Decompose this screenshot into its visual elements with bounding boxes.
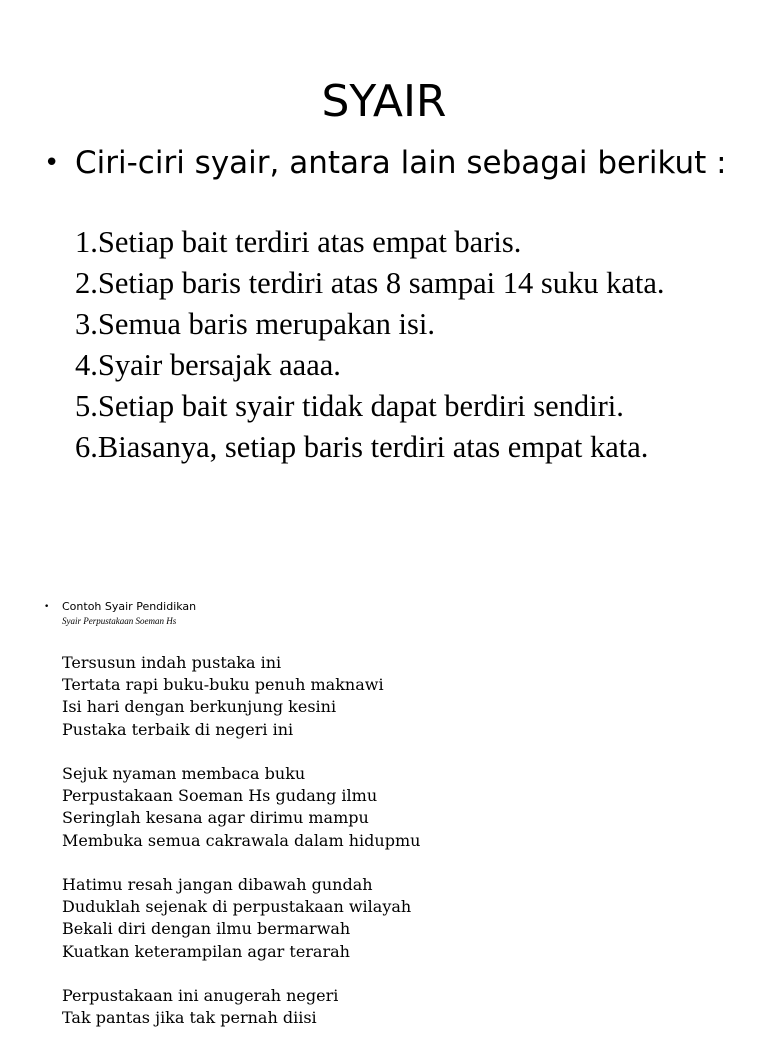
poem-line: Duduklah sejenak di perpustakaan wilayah	[62, 897, 412, 917]
criteria-intro: Ciri-ciri syair, antara lain sebagai berikut :	[75, 145, 727, 181]
poem-line: Hatimu resah jangan dibawah gundah	[62, 875, 373, 894]
bullet-icon: •	[44, 148, 60, 178]
poem-stanza	[62, 763, 722, 852]
poem-line: Kuatkan keterampilan agar terarah	[62, 941, 350, 961]
criteria-item: 6.Biasanya, setiap baris terdiri atas empat kata.	[75, 430, 649, 464]
poem-stanza	[62, 874, 722, 963]
slide-title: SYAIR	[321, 76, 447, 128]
bullet-icon: •	[44, 602, 50, 612]
poem-line: Pustaka terbaik di negeri ini	[62, 719, 294, 739]
criteria-list	[75, 222, 745, 468]
example-heading: Contoh Syair Pendidikan	[62, 600, 197, 613]
criteria-item: 2.Setiap baris terdiri atas 8 sampai 14 suku kata.	[75, 266, 665, 300]
poem-line: Seringlah kesana agar dirimu mampu	[62, 808, 369, 828]
example-subtitle: Syair Perpustakaan Soeman Hs	[62, 616, 177, 626]
poem-line: Perpustakaan Soeman Hs gudang ilmu	[62, 786, 378, 806]
poem-line: Tak pantas jika tak pernah diisi	[62, 1008, 317, 1028]
poem-line: Membuka semua cakrawala dalam hidupmu	[62, 830, 421, 850]
criteria-item: 4.Syair bersajak aaaa.	[75, 348, 341, 382]
criteria-bullet	[44, 142, 734, 184]
criteria-item: 1.Setiap bait terdiri atas empat baris.	[75, 225, 522, 259]
poem-line: Isi hari dengan berkunjung kesini	[62, 697, 337, 717]
poem-line: Perpustakaan ini anugerah negeri	[62, 986, 339, 1005]
poem	[62, 652, 722, 1052]
poem-line: Tersusun indah pustaka ini	[62, 653, 282, 672]
example-bullet	[44, 600, 724, 628]
poem-stanza	[62, 652, 722, 741]
poem-line: Bekali diri dengan ilmu bermarwah	[62, 919, 351, 939]
criteria-item: 5.Setiap bait syair tidak dapat berdiri sendiri.	[75, 389, 624, 423]
poem-line: Tertata rapi buku-buku penuh maknawi	[62, 675, 384, 695]
criteria-item: 3.Semua baris merupakan isi.	[75, 307, 435, 341]
poem-line: Sejuk nyaman membaca buku	[62, 764, 306, 783]
poem-stanza	[62, 985, 722, 1029]
